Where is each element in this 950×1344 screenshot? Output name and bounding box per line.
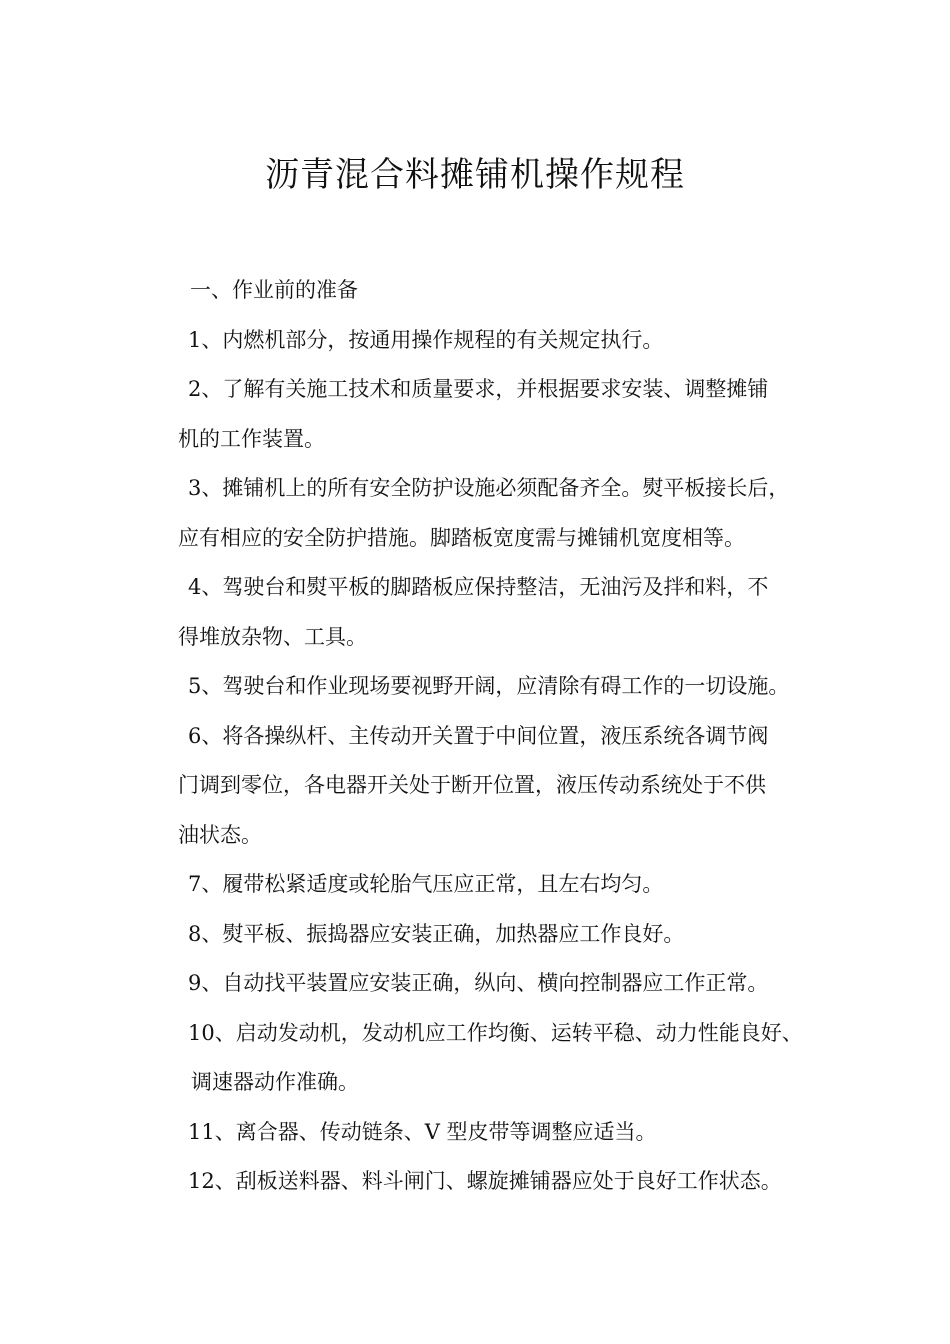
page-title: 沥青混合料摊铺机操作规程 <box>265 155 685 195</box>
item-10-line-1: 10、启动发动机，发动机应工作均衡、运转平稳、动力性能良好、 <box>188 1020 803 1045</box>
item-6-line-3: 油状态。 <box>178 822 262 847</box>
item-12-line-1: 12、刮板送料器、料斗闸门、螺旋摊铺器应处于良好工作状态。 <box>188 1169 782 1193</box>
item-4-line-1: 4、驾驶台和熨平板的脚踏板应保持整洁，无油污及拌和料，不 <box>188 575 769 599</box>
item-2-line-1: 2、了解有关施工技术和质量要求，并根据要求安装、调整摊铺 <box>188 377 769 401</box>
item-9-line-1: 9、自动找平装置应安装正确，纵向、横向控制器应工作正常。 <box>188 971 769 995</box>
item-4-line-2: 得堆放杂物、工具。 <box>178 624 367 649</box>
item-6-line-2: 门调到零位，各电器开关处于断开位置，液压传动系统处于不供 <box>178 773 766 797</box>
section-heading: 一、作业前的准备 <box>190 278 358 302</box>
item-7-line-1: 7、履带松紧适度或轮胎气压应正常，且左右均匀。 <box>188 872 664 896</box>
document-body <box>178 266 808 1207</box>
item-3-line-2: 应有相应的安全防护措施。脚踏板宽度需与摊铺机宽度相等。 <box>178 525 745 550</box>
item-2-line-2: 机的工作装置。 <box>178 426 325 451</box>
item-10-line-2: 调速器动作准确。 <box>191 1070 359 1094</box>
item-8-line-1: 8、熨平板、振捣器应安装正确，加热器应工作良好。 <box>188 921 685 946</box>
item-6-line-1: 6、将各操纵杆、主传动开关置于中间位置，液压系统各调节阀 <box>188 723 769 748</box>
item-5-line-1: 5、驾驶台和作业现场要视野开阔，应清除有碍工作的一切设施。 <box>188 674 790 698</box>
item-3-line-1: 3、摊铺机上的所有安全防护设施必须配备齐全。熨平板接长后， <box>188 476 790 500</box>
item-11-line-1: 11、离合器、传动链条、V 型皮带等调整应适当。 <box>188 1119 657 1144</box>
item-1-line-1: 1、内燃机部分，按通用操作规程的有关规定执行。 <box>188 327 664 352</box>
